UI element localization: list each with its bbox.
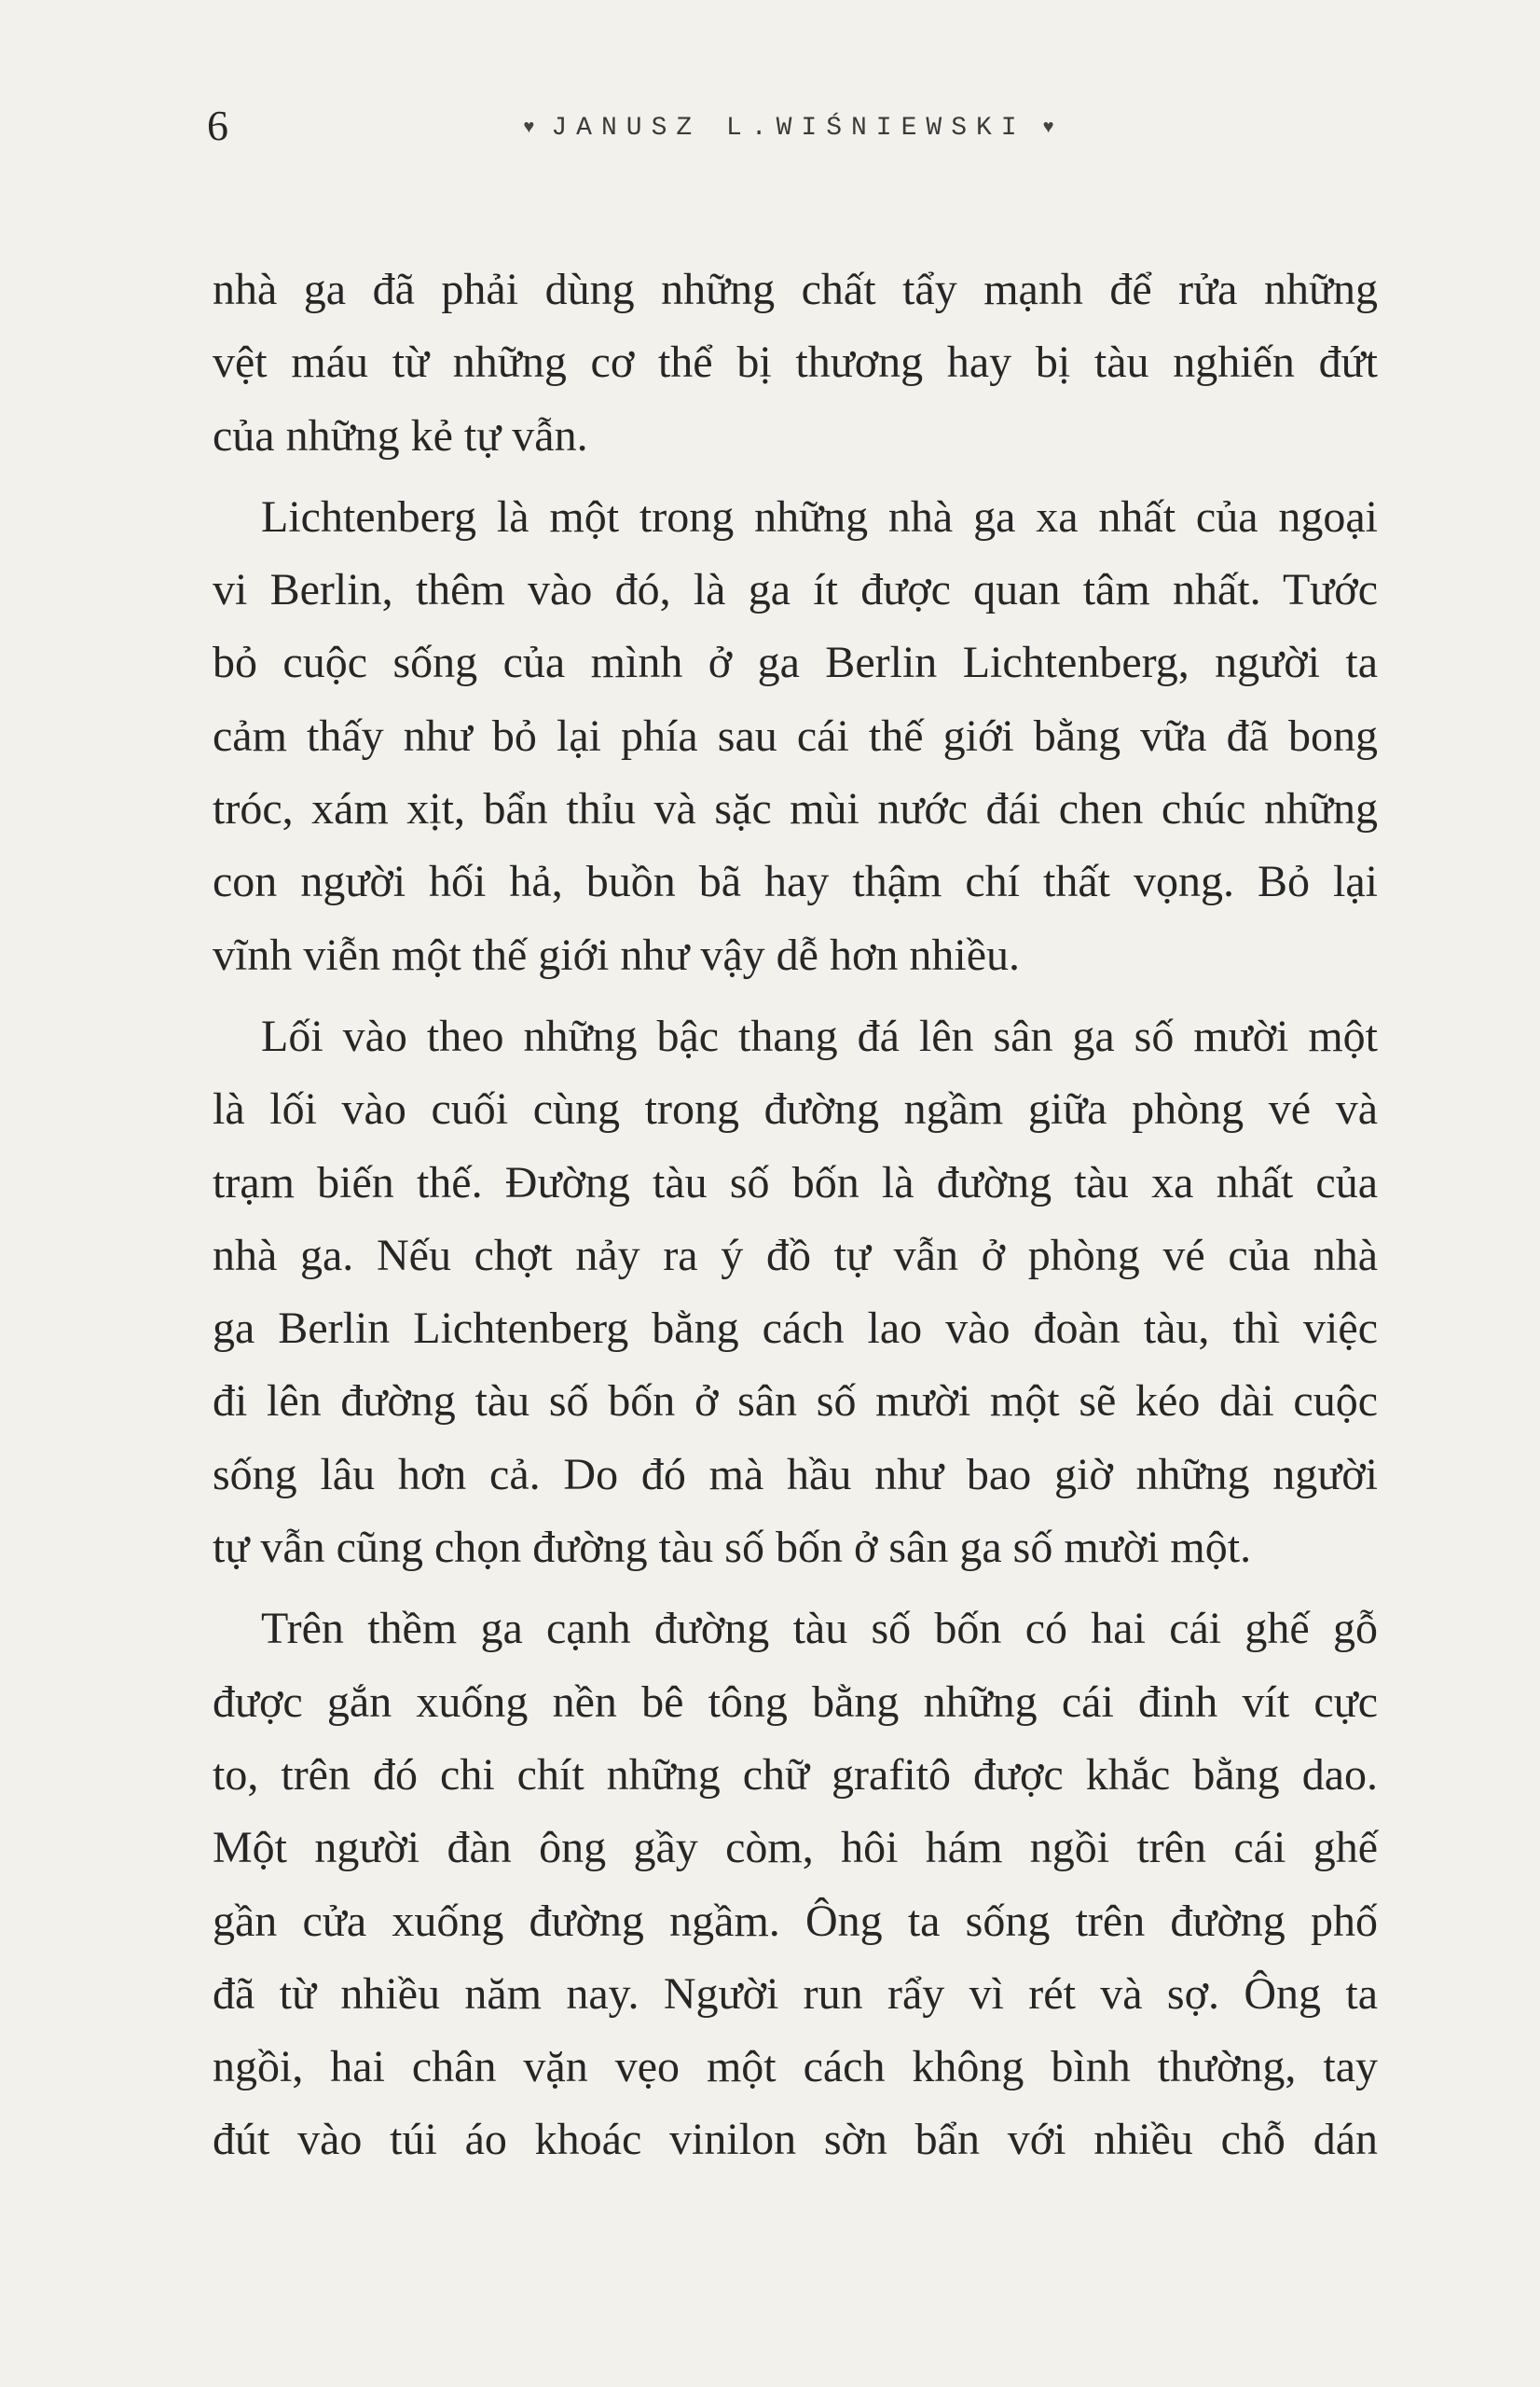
text-line: ngồi, hai chân vặn vẹo một cách không bình thường, tay: [213, 2042, 1378, 2092]
heart-ornament-icon: ♥: [1042, 117, 1054, 139]
running-head: [0, 114, 1540, 143]
text-line: nhà ga đã phải dùng những chất tẩy mạnh để rửa những: [213, 265, 1378, 314]
text-line: được gắn xuống nền bê tông bằng những cái đinh vít cực: [213, 1676, 1378, 1727]
text-line: Trên thềm ga cạnh đường tàu số bốn có hai cái ghế gỗ: [261, 1604, 1378, 1654]
paragraph: [213, 254, 1378, 473]
body-text: [213, 254, 1378, 2186]
text-line: nhà ga. Nếu chợt nảy ra ý đồ tự vẫn ở phòng vé của nhà: [213, 1230, 1378, 1280]
text-line: vĩnh viễn một thế giới như vậy dễ hơn nhiều.: [213, 930, 1020, 980]
text-line: gần cửa xuống đường ngầm. Ông ta sống trên đường phố: [213, 1896, 1378, 1946]
text-line: tự vẫn cũng chọn đường tàu số bốn ở sân ga số mười một.: [213, 1523, 1252, 1573]
text-line: đút vào túi áo khoác vinilon sờn bẩn với nhiều chỗ dán: [213, 2115, 1378, 2165]
text-line: ga Berlin Lichtenberg bằng cách lao vào đoàn tàu, thì việc: [213, 1304, 1378, 1354]
page-number: 6: [207, 102, 228, 149]
text-line: của những kẻ tự vẫn.: [213, 410, 588, 461]
text-line: đã từ nhiều năm nay. Người run rẩy vì rét và sợ. Ông ta: [213, 1968, 1378, 2019]
text-line: to, trên đó chi chít những chữ grafitô được khắc bằng dao.: [213, 1749, 1378, 1800]
text-line: Lichtenberg là một trong những nhà ga xa nhất của ngoại: [261, 491, 1378, 542]
text-line: sống lâu hơn cả. Do đó mà hầu như bao giờ những người: [213, 1449, 1378, 1499]
text-line: tróc, xám xịt, bẩn thỉu và sặc mùi nước đái chen chúc những: [213, 784, 1378, 835]
text-line: vệt máu từ những cơ thể bị thương hay bị tàu nghiến đứt: [213, 338, 1378, 388]
text-line: là lối vào cuối cùng trong đường ngầm giữa phòng vé và: [213, 1084, 1378, 1135]
text-line: cảm thấy như bỏ lại phía sau cái thế giới bằng vữa đã bong: [213, 711, 1378, 761]
text-line: Một người đàn ông gầy còm, hôi hám ngồi trên cái ghế: [213, 1823, 1378, 1873]
text-line: trạm biến thế. Đường tàu số bốn là đường tàu xa nhất của: [213, 1157, 1378, 1207]
heart-ornament-icon: ♥: [523, 117, 535, 139]
text-line: bỏ cuộc sống của mình ở ga Berlin Lichtenberg, người ta: [213, 638, 1378, 688]
text-line: con người hối hả, buồn bã hay thậm chí thất vọng. Bỏ lại: [213, 857, 1378, 907]
author-name: JANUSZ L.WIŚNIEWSKI: [551, 114, 1026, 143]
paragraph: [213, 1593, 1378, 2176]
text-line: Lối vào theo những bậc thang đá lên sân ga số mười một: [261, 1011, 1378, 1061]
text-line: đi lên đường tàu số bốn ở sân số mười một sẽ kéo dài cuộc: [213, 1376, 1378, 1427]
paragraph: [213, 1000, 1378, 1584]
text-line: vi Berlin, thêm vào đó, là ga ít được quan tâm nhất. Tước: [213, 565, 1378, 615]
paragraph: [213, 481, 1378, 992]
